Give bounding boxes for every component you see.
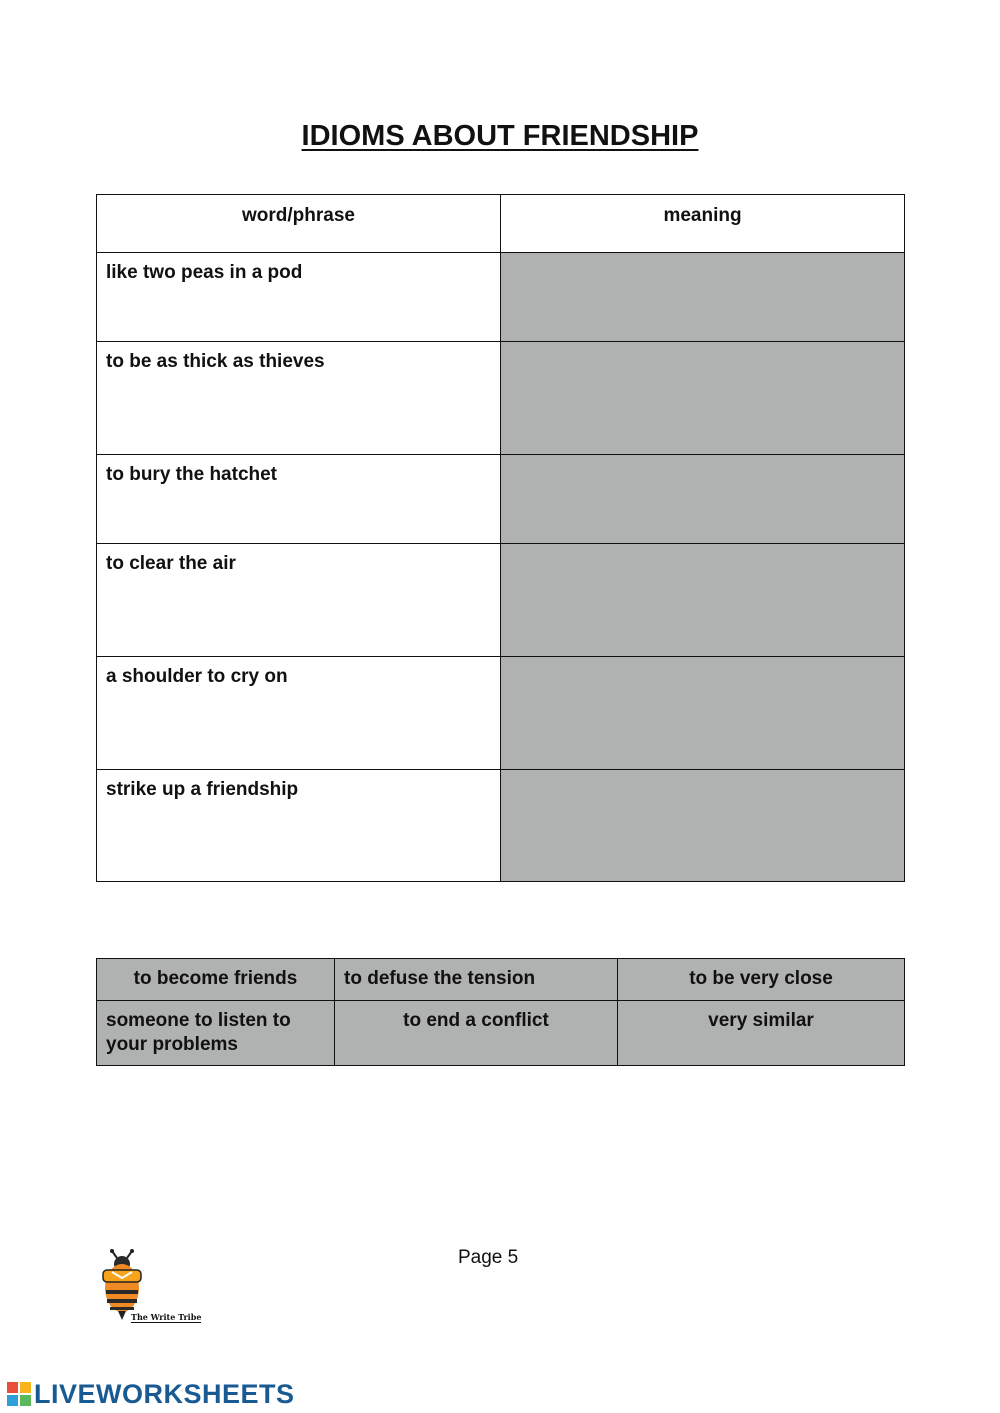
logo-text: The Write Tribe [131, 1312, 202, 1322]
draggable-answer[interactable]: to be very close [618, 959, 905, 1001]
answer-drop-zone[interactable] [501, 657, 905, 770]
draggable-answer[interactable]: to become friends [97, 959, 335, 1001]
header-word-phrase: word/phrase [97, 195, 501, 253]
page-title: IDIOMS ABOUT FRIENDSHIP [301, 120, 699, 152]
draggable-answer[interactable]: someone to listen to your problems [97, 1001, 335, 1066]
liveworksheets-logo-icon [6, 1381, 32, 1407]
answer-drop-zone[interactable] [501, 544, 905, 657]
answer-drop-zone[interactable] [501, 342, 905, 455]
draggable-answer[interactable]: very similar [618, 1001, 905, 1066]
table-row [97, 657, 905, 770]
phrase-cell: like two peas in a pod [97, 253, 501, 342]
draggable-answer[interactable]: to end a conflict [335, 1001, 618, 1066]
phrase-cell: to clear the air [97, 544, 501, 657]
brand-text: LIVEWORKSHEETS [34, 1378, 295, 1409]
table-row [97, 770, 905, 882]
phrase-cell: to be as thick as thieves [97, 342, 501, 455]
idioms-table [96, 194, 905, 882]
phrase-cell: a shoulder to cry on [97, 657, 501, 770]
page-number: Page 5 [458, 1247, 519, 1268]
word-bank [96, 958, 905, 1066]
answer-drop-zone[interactable] [501, 455, 905, 544]
table-row [97, 342, 905, 455]
header-meaning: meaning [501, 195, 905, 253]
table-row [97, 253, 905, 342]
phrase-cell: to bury the hatchet [97, 455, 501, 544]
draggable-answer[interactable]: to defuse the tension [335, 959, 618, 1001]
liveworksheets-brand [6, 1378, 295, 1410]
answer-drop-zone[interactable] [501, 253, 905, 342]
table-row [97, 544, 905, 657]
answer-drop-zone[interactable] [501, 770, 905, 882]
phrase-cell: strike up a friendship [97, 770, 501, 882]
table-row [97, 455, 905, 544]
